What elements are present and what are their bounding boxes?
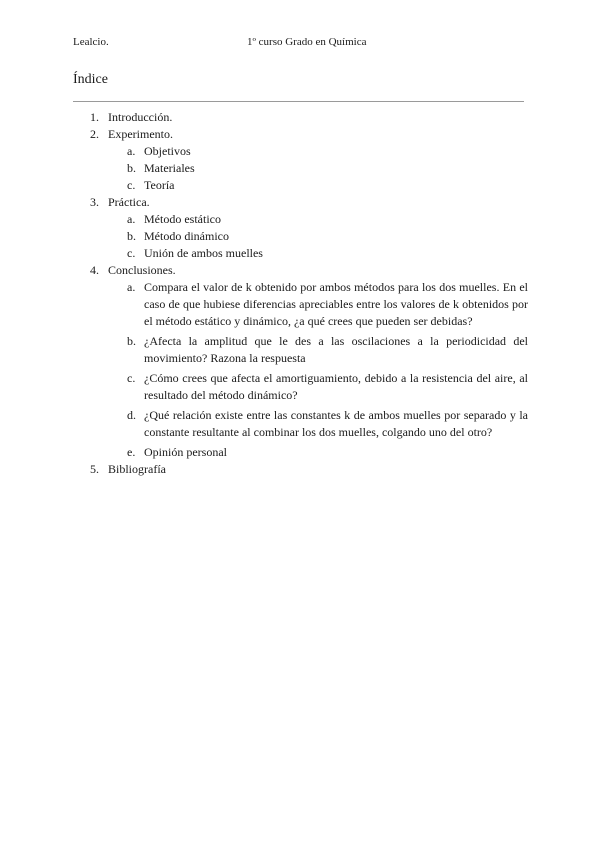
- toc-item-number: 1.: [90, 110, 99, 124]
- toc-subitem-label: Objetivos: [144, 144, 191, 158]
- toc-subitem-union-muelles: [0, 245, 528, 262]
- toc-subitem-letter: b.: [127, 229, 136, 243]
- toc-subitem-label: Método estático: [144, 212, 221, 226]
- toc-subitem-letter: c.: [127, 246, 136, 260]
- toc-subitem-letter: e.: [127, 445, 136, 459]
- toc-subitem-relacion-constantes: [0, 407, 528, 441]
- toc-item-practica: [0, 194, 524, 211]
- toc-subitem-letter: b.: [127, 161, 136, 175]
- toc-subitem-amplitud: [0, 333, 528, 367]
- toc-subitem-metodo-dinamico: [0, 228, 528, 245]
- toc-item-number: 4.: [90, 263, 99, 277]
- toc-subitem-label: Compara el valor de k obtenido por ambos métodos para los dos muelles. En el caso de que hubiese diferencias apreciables entre los valores de k obtenidos por el método estático y dinámico, ¿a qué crees que pueden ser debidas?: [144, 280, 528, 328]
- title-divider: [73, 101, 524, 102]
- toc-subitem-label: ¿Qué relación existe entre las constantes k de ambos muelles por separado y la constante resultante al combinar los dos muelles, colgando uno del otro?: [144, 408, 528, 439]
- toc-item-number: 5.: [90, 462, 99, 476]
- toc-item-label: Introducción.: [108, 110, 173, 124]
- toc-subitem-compara-k: [0, 279, 528, 330]
- toc-subitem-label: Materiales: [144, 161, 195, 175]
- toc-subitem-label: Opinión personal: [144, 445, 227, 459]
- toc-subitem-opinion: [0, 444, 528, 461]
- toc-subitem-label: ¿Afecta la amplitud que le des a las oscilaciones a la periodicidad del movimiento? Razona la respuesta: [144, 334, 528, 365]
- toc-subitem-amortiguamiento: [0, 370, 528, 404]
- toc-item-number: 2.: [90, 127, 99, 141]
- toc-subitem-materiales: [0, 160, 528, 177]
- toc-item-label: Experimento.: [108, 127, 173, 141]
- toc-subitem-letter: c.: [127, 178, 136, 192]
- toc-subitem-letter: b.: [127, 334, 136, 348]
- header-author: Lealcio.: [73, 36, 109, 48]
- toc-item-label: Conclusiones.: [108, 263, 176, 277]
- header-course: 1º curso Grado en Química: [247, 36, 367, 48]
- toc-subitem-letter: a.: [127, 212, 136, 226]
- toc-item-experimento: [0, 126, 524, 143]
- toc-subitem-objetivos: [0, 143, 528, 160]
- toc-subitem-letter: a.: [127, 280, 136, 294]
- toc-subitem-label: Teoría: [144, 178, 175, 192]
- toc-subitem-label: ¿Cómo crees que afecta el amortiguamiento, debido a la resistencia del aire, al resultado del método dinámico?: [144, 371, 528, 402]
- toc-item-introduccion: [0, 109, 524, 126]
- toc-subitem-metodo-estatico: [0, 211, 528, 228]
- toc-item-bibliografia: [0, 461, 524, 478]
- toc-item-conclusiones: [0, 262, 524, 279]
- toc-item-label: Práctica.: [108, 195, 150, 209]
- toc-subitem-teoria: [0, 177, 528, 194]
- toc-subitem-letter: c.: [127, 371, 136, 385]
- toc-item-label: Bibliografía: [108, 462, 166, 476]
- table-of-contents: [0, 109, 600, 478]
- toc-subitem-label: Unión de ambos muelles: [144, 246, 263, 260]
- toc-subitem-letter: a.: [127, 144, 136, 158]
- toc-subitem-label: Método dinámico: [144, 229, 229, 243]
- toc-subitem-letter: d.: [127, 408, 136, 422]
- toc-item-number: 3.: [90, 195, 99, 209]
- toc-title: Índice: [73, 72, 108, 87]
